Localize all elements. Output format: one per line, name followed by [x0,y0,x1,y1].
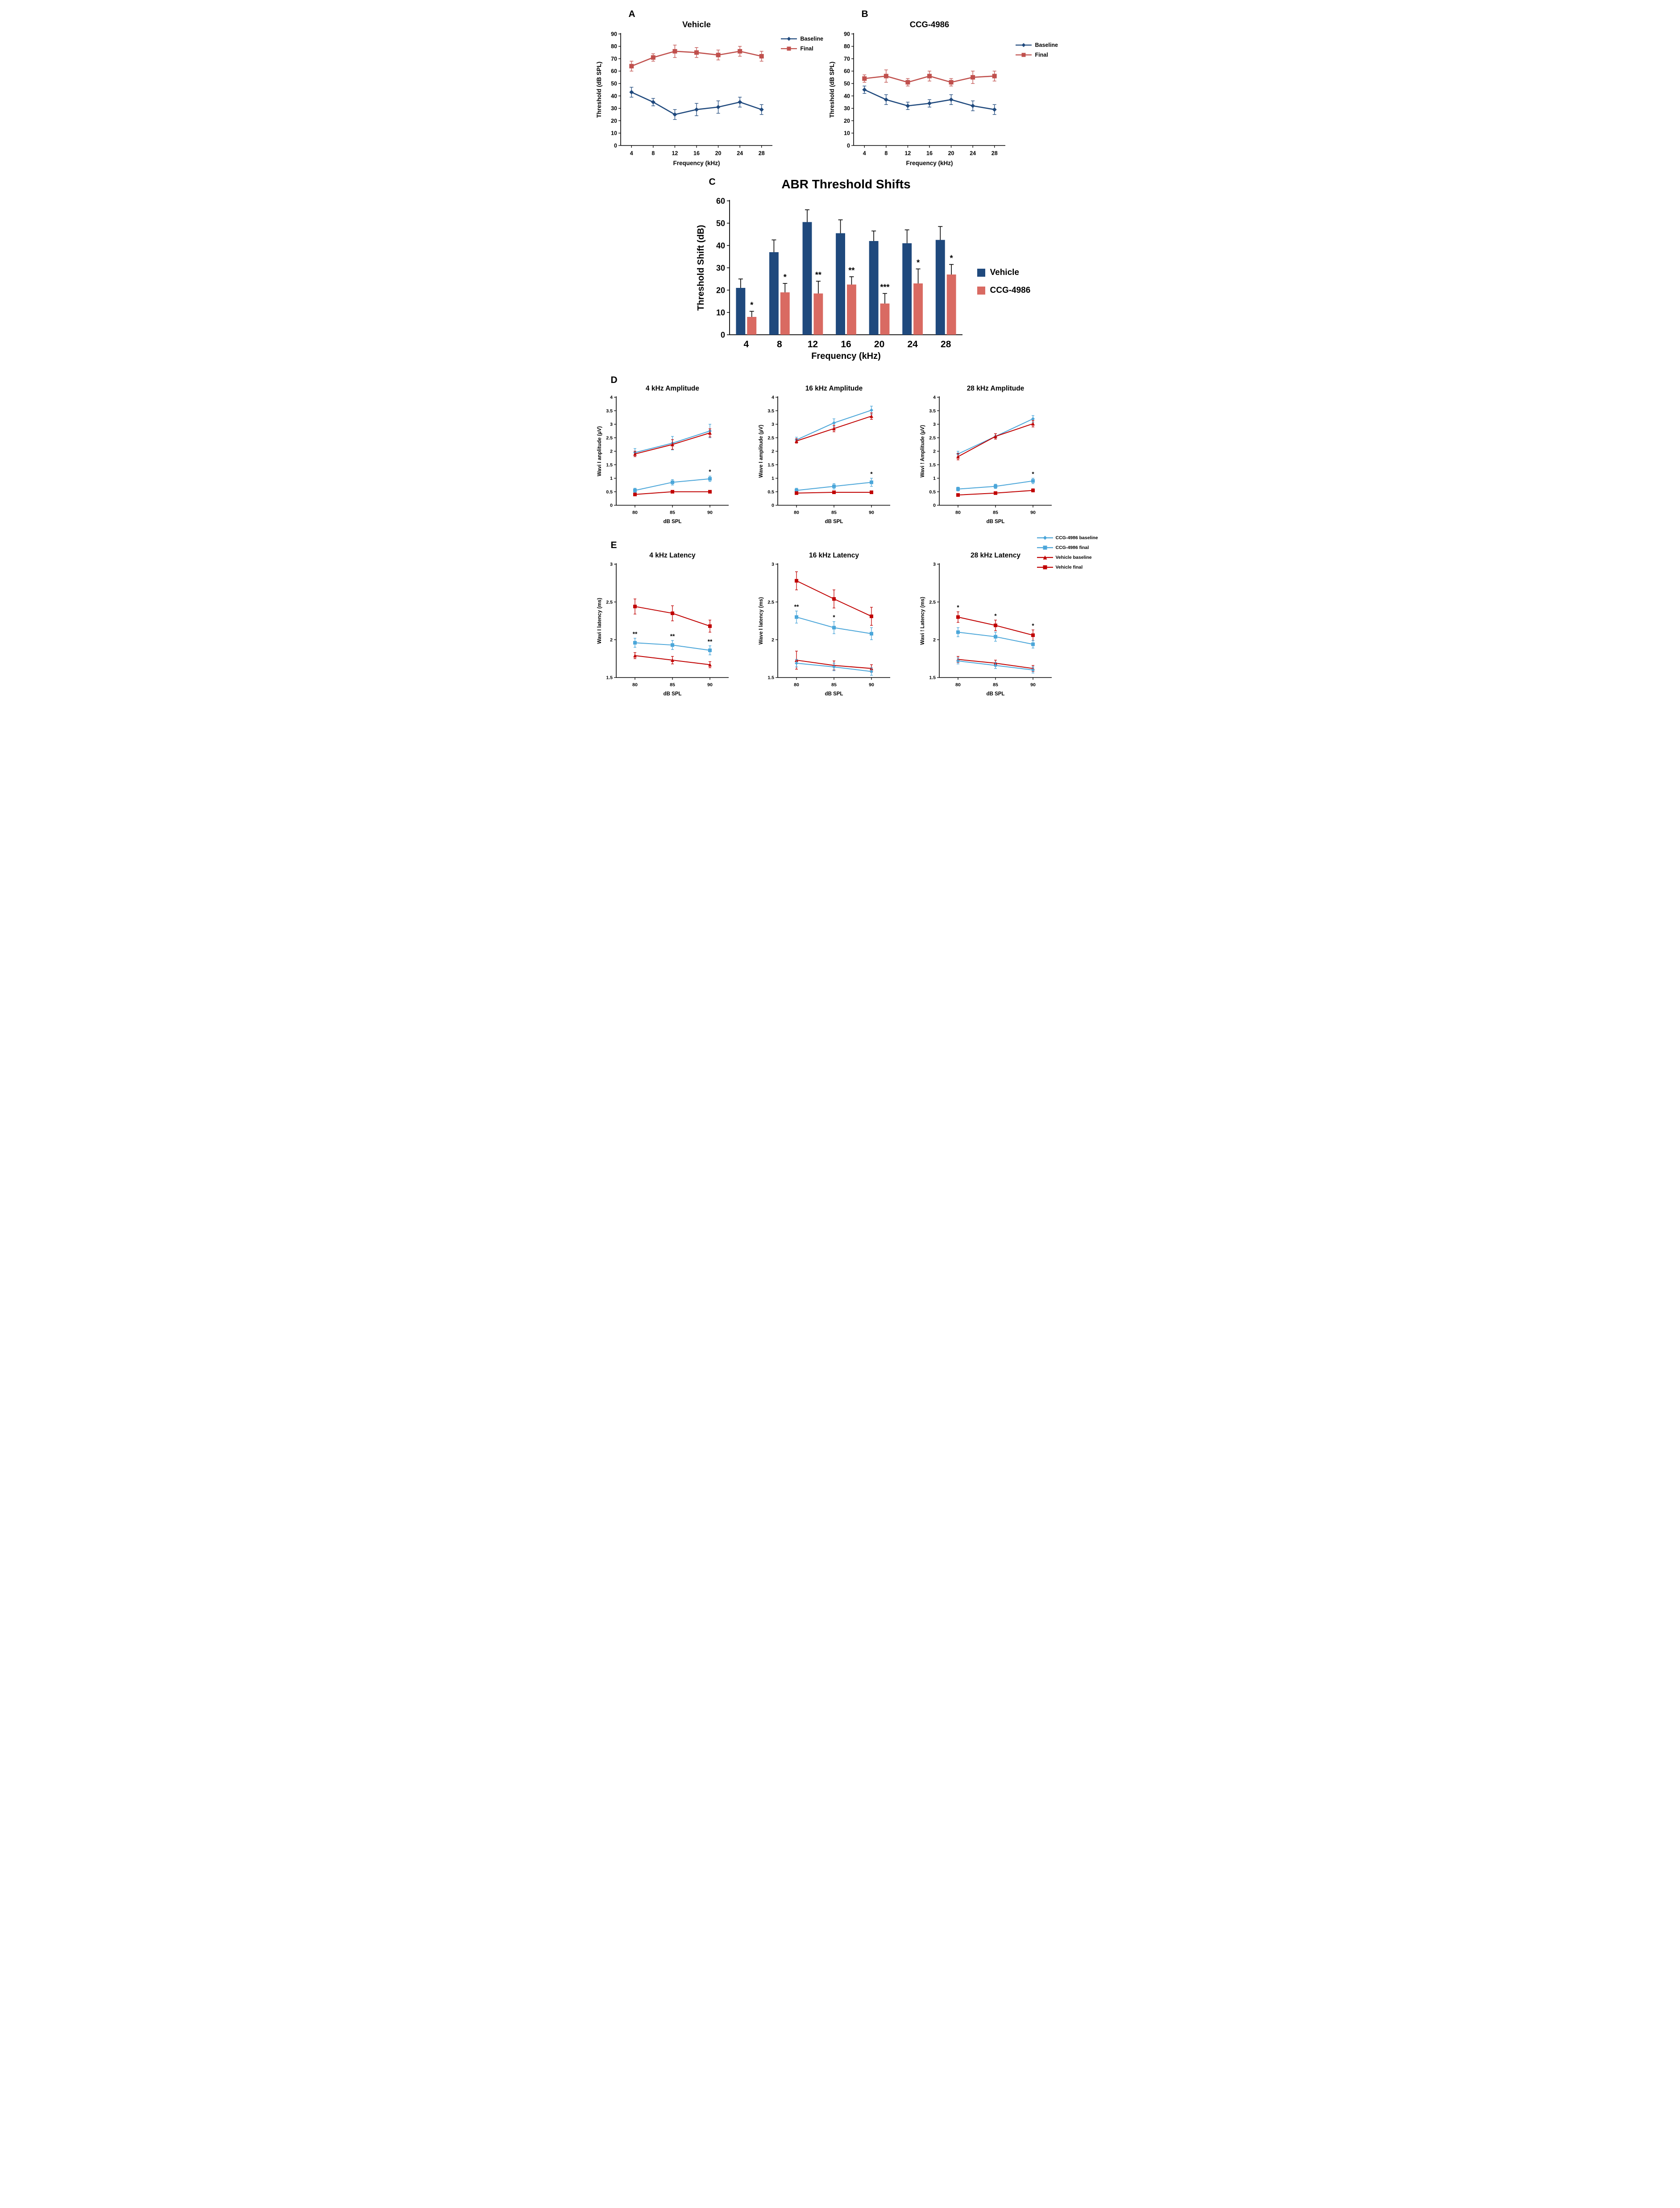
latency-4khz-chart [595,550,736,699]
legend-label: Vehicle [990,268,1019,277]
e-16khz-canvas [756,550,897,699]
svg-text:**: ** [707,638,712,645]
y-axis-label: Threshold Shift (dB) [696,225,706,311]
panel-label-a: A [628,9,635,19]
svg-text:1.5: 1.5 [606,462,613,468]
y-axis-label: Wavi I latency (ms) [597,598,602,644]
series-final [862,70,996,86]
panel-b-legend [1015,42,1058,62]
amplitude-28khz-chart [918,383,1059,527]
vehicle-threshold-chart [595,18,779,169]
svg-text:4: 4 [933,395,936,400]
svg-text:**: ** [794,603,799,610]
svg-text:1: 1 [933,476,936,482]
svg-text:8: 8 [884,150,888,157]
svg-text:80: 80 [955,510,961,516]
svg-text:70: 70 [843,55,850,62]
y-axis-label: Wavi ! Amplitude (µV) [920,425,925,478]
series-ccg-4986-baseline [795,406,873,443]
legend-label: Vehicle baseline [1055,555,1092,560]
legend-label: Final [1035,52,1048,58]
svg-text:10: 10 [843,130,850,137]
svg-text:*: * [916,258,920,267]
abr-figure [572,0,1108,714]
svg-text:16: 16 [693,150,700,157]
legend-label: CCG-4986 [990,286,1031,295]
x-axis-label: Frequency (kHz) [672,160,720,166]
svg-text:28: 28 [940,339,951,349]
y-axis-label: Wavi I anplitude (µV) [597,426,602,477]
svg-text:4: 4 [863,150,866,157]
svg-text:28: 28 [991,150,998,157]
svg-text:8: 8 [776,339,782,349]
legend-item [1015,52,1058,58]
legend-label: CCG-4986 final [1055,545,1089,550]
amplitude-4khz-chart [595,383,736,527]
svg-text:85: 85 [992,510,998,516]
svg-text:*: * [708,468,711,475]
svg-text:1.5: 1.5 [767,462,774,468]
x-axis-label: dB SPL [663,691,681,697]
svg-text:3: 3 [610,422,613,428]
x-axis-label: dB SPL [825,691,843,697]
svg-text:90: 90 [868,682,874,688]
diamond-marker-icon [1015,42,1032,48]
svg-text:0: 0 [846,142,850,149]
chart-title: 16 kHz Amplitude [805,385,863,392]
svg-text:0.5: 0.5 [767,489,774,495]
svg-text:3: 3 [933,561,936,567]
panel-label-b: B [861,9,868,19]
svg-text:2: 2 [933,637,936,643]
svg-text:30: 30 [843,105,850,112]
series-ccg-4986-final [795,471,873,493]
svg-text:10: 10 [716,308,725,317]
panel-c-canvas [694,175,971,364]
legend-label: Baseline [800,36,823,42]
svg-text:10: 10 [610,130,617,137]
chart-title: 4 kHz Amplitude [645,385,699,392]
panel-a-legend [780,36,823,55]
diamond-marker-icon [1037,535,1054,541]
square-marker-icon [1015,52,1032,58]
svg-text:3: 3 [933,422,936,428]
series-vehicle-baseline [633,653,712,668]
svg-text:12: 12 [671,150,678,157]
ccg4986-threshold-chart [828,18,1012,169]
legend-item [1015,42,1058,48]
legend-item [977,286,1031,295]
svg-text:**: ** [815,270,821,279]
svg-text:2: 2 [771,449,774,454]
panel-c-legend [977,268,1031,304]
legend-item [977,268,1031,278]
svg-text:4: 4 [630,150,633,157]
svg-text:16: 16 [926,150,933,157]
svg-text:20: 20 [715,150,722,157]
chart-title: Vehicle [682,20,711,29]
svg-text:90: 90 [707,682,713,688]
amplitude-16khz-chart [756,383,897,527]
svg-text:*: * [750,300,753,310]
svg-text:30: 30 [716,263,725,273]
panel-label-d: D [610,375,618,385]
x-axis-label: Frequency (kHz) [905,160,953,166]
chart-title: ABR Threshold Shifts [781,177,911,191]
chart-title: 28 kHz Amplitude [967,385,1024,392]
panel-a-canvas [595,18,779,169]
svg-text:0: 0 [771,503,774,508]
svg-text:0: 0 [933,503,936,508]
svg-text:1: 1 [610,476,613,482]
legend-label: Final [800,46,813,52]
x-axis-label: dB SPL [663,519,681,524]
svg-text:40: 40 [843,93,850,100]
svg-text:4: 4 [743,339,749,349]
svg-text:16: 16 [840,339,851,349]
d-28khz-canvas [918,383,1059,527]
svg-text:60: 60 [843,68,850,75]
svg-text:3: 3 [610,561,613,567]
chart-title: 4 kHz Latency [649,552,696,559]
svg-text:60: 60 [610,68,617,75]
svg-text:4: 4 [610,395,613,400]
svg-text:1.5: 1.5 [929,462,936,468]
svg-text:8: 8 [651,150,655,157]
svg-text:2: 2 [933,449,936,454]
svg-text:80: 80 [843,43,850,50]
series-ccg-4986-final [633,469,712,493]
d-4khz-canvas [595,383,736,527]
series-baseline [862,86,996,115]
e-28khz-canvas [918,550,1059,699]
latency-28khz-chart [918,550,1059,699]
series-vehicle-final [795,491,873,495]
svg-text:1.5: 1.5 [767,675,774,681]
svg-text:20: 20 [610,117,617,124]
svg-text:24: 24 [736,150,743,157]
chart-title: CCG-4986 [909,20,949,29]
series-vehicle-baseline [956,420,1035,460]
legend-label: Baseline [1035,42,1058,48]
y-axis-label: Wave I amplitude (µV) [758,424,764,478]
panel-b-canvas [828,18,1012,169]
svg-text:28: 28 [758,150,765,157]
series-final [629,45,763,71]
svg-text:40: 40 [716,241,725,250]
axes [606,395,729,516]
svg-text:80: 80 [632,682,638,688]
svg-text:2: 2 [610,637,613,643]
svg-text:30: 30 [610,105,617,112]
svg-text:1.5: 1.5 [929,675,936,681]
svg-text:2: 2 [610,449,613,454]
svg-text:80: 80 [793,682,799,688]
panel-label-e: E [610,540,617,550]
svg-text:**: ** [848,266,855,275]
svg-text:50: 50 [843,80,850,87]
svg-text:12: 12 [904,150,911,157]
svg-text:*: * [870,470,873,478]
latency-16khz-chart [756,550,897,699]
svg-text:20: 20 [948,150,954,157]
svg-text:0: 0 [610,503,613,508]
panel-label-c: C [709,177,716,187]
svg-text:85: 85 [831,510,837,516]
legend-item [780,46,823,52]
y-axis-label: Wave I latency (ms) [758,597,764,645]
svg-text:24: 24 [969,150,976,157]
svg-text:90: 90 [707,510,713,516]
diamond-marker-icon [780,36,797,42]
svg-text:20: 20 [874,339,884,349]
svg-text:2.5: 2.5 [767,599,774,605]
y-axis-label: Threshold (dB SPL) [595,62,602,118]
svg-text:3.5: 3.5 [767,408,774,414]
svg-text:**: ** [670,633,675,640]
svg-text:3.5: 3.5 [606,408,613,414]
threshold-shift-bar-chart [694,175,971,364]
series-vehicle-final [956,489,1035,497]
legend-label: Vehicle final [1055,565,1083,570]
svg-text:70: 70 [610,55,617,62]
y-axis-label: Threshold (dB SPL) [828,62,835,118]
svg-text:*: * [832,614,835,621]
svg-text:3.5: 3.5 [929,408,936,414]
series-vehicle-baseline [633,429,712,457]
series-vehicle-final [633,490,712,496]
svg-text:3: 3 [771,422,774,428]
svg-text:1: 1 [771,476,774,482]
svg-text:0.5: 0.5 [929,489,936,495]
svg-text:85: 85 [831,682,837,688]
x-axis-label: Frequency (kHz) [811,351,881,361]
e-4khz-canvas [595,550,736,699]
series-ccg-4986-final [632,631,712,655]
d-16khz-canvas [756,383,897,527]
axes [929,395,1052,516]
svg-text:20: 20 [843,117,850,124]
svg-text:85: 85 [669,510,675,516]
svg-text:50: 50 [716,219,725,228]
svg-text:***: *** [880,283,890,292]
svg-text:80: 80 [610,43,617,50]
svg-text:60: 60 [716,196,725,206]
svg-text:*: * [994,612,997,620]
svg-text:0.5: 0.5 [606,489,613,495]
svg-text:80: 80 [955,682,961,688]
legend-item [780,36,823,42]
svg-text:*: * [950,254,953,263]
series-vehicle-baseline [795,413,873,443]
svg-text:**: ** [632,630,637,637]
svg-text:0: 0 [614,142,617,149]
svg-text:50: 50 [610,80,617,87]
svg-text:12: 12 [807,339,818,349]
svg-text:90: 90 [610,31,617,37]
svg-text:*: * [956,604,959,611]
svg-text:90: 90 [1030,510,1036,516]
svg-text:*: * [1031,622,1034,629]
svg-text:24: 24 [907,339,918,349]
series-vehicle-final [633,599,712,632]
svg-text:80: 80 [793,510,799,516]
legend-item [1037,535,1107,541]
svg-text:85: 85 [992,682,998,688]
svg-text:2.5: 2.5 [929,435,936,441]
svg-text:40: 40 [610,93,617,100]
svg-text:20: 20 [716,286,725,295]
svg-text:0: 0 [720,330,725,340]
svg-text:2.5: 2.5 [606,599,613,605]
svg-text:2: 2 [771,637,774,643]
svg-text:2.5: 2.5 [929,599,936,605]
svg-text:2.5: 2.5 [606,435,613,441]
x-axis-label: dB SPL [986,691,1004,697]
series-ccg-4986-final [956,471,1035,491]
legend-swatch-icon [977,268,986,277]
legend-label: CCG-4986 baseline [1055,535,1098,541]
svg-text:3: 3 [771,561,774,567]
y-axis-label: Wavi ! Latency (ms) [920,597,925,645]
axes [844,31,1005,156]
svg-text:90: 90 [868,510,874,516]
svg-text:1.5: 1.5 [606,675,613,681]
square-marker-icon [780,46,797,52]
x-axis-label: dB SPL [986,519,1004,524]
svg-text:*: * [783,273,787,282]
x-axis-label: dB SPL [825,519,843,524]
chart-title: 28 kHz Latency [970,552,1020,559]
chart-title: 16 kHz Latency [809,552,859,559]
series-baseline [629,87,763,119]
svg-text:2.5: 2.5 [767,435,774,441]
svg-text:90: 90 [843,31,850,37]
svg-text:85: 85 [669,682,675,688]
svg-text:4: 4 [771,395,774,400]
legend-swatch-icon [977,286,986,295]
svg-text:90: 90 [1030,682,1036,688]
svg-text:*: * [1031,470,1034,478]
series-ccg-4986-final [794,603,873,640]
svg-text:80: 80 [632,510,638,516]
